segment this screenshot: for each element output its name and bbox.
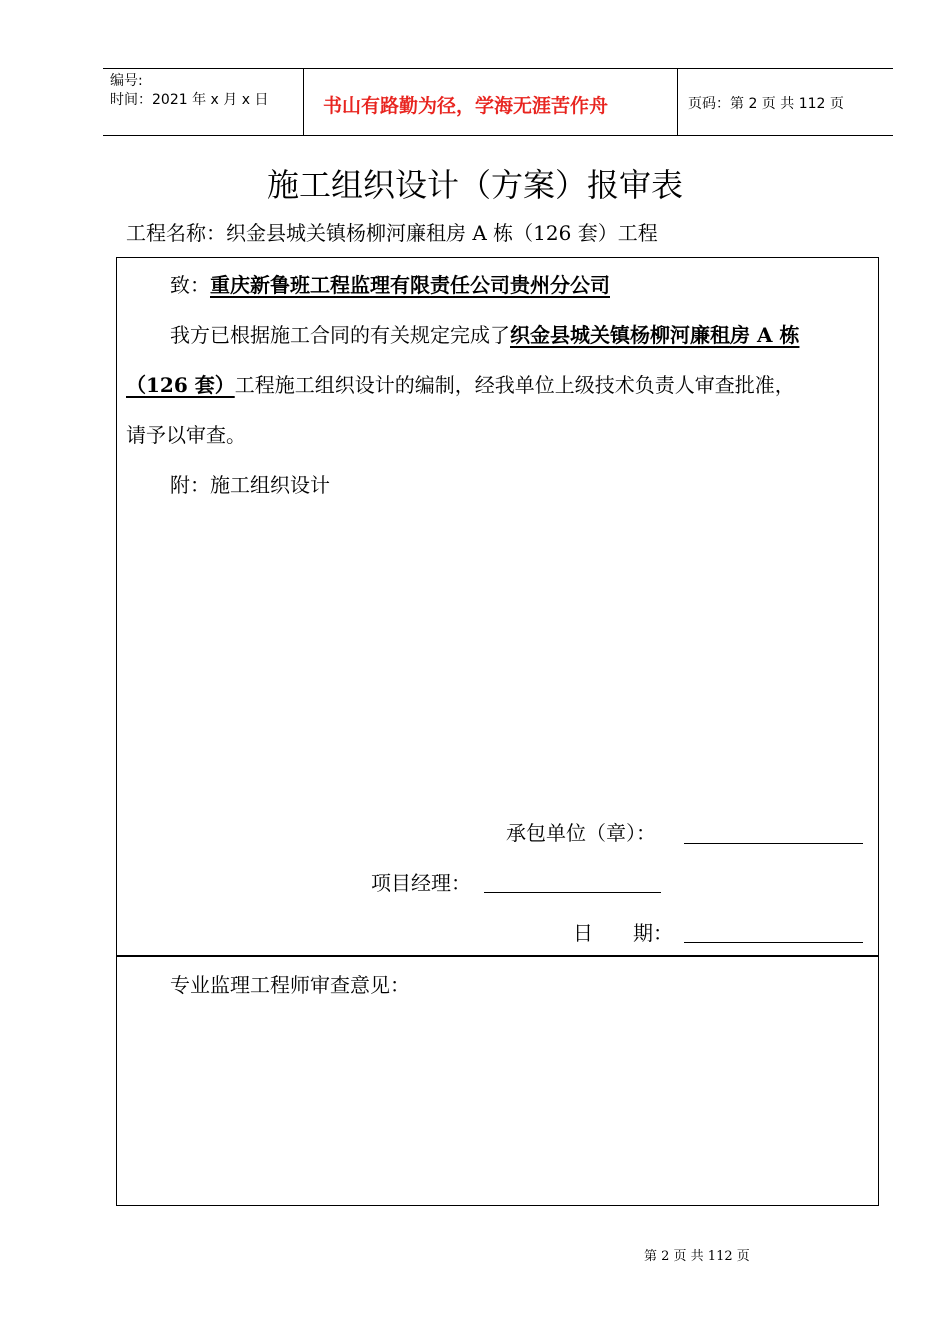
recipient-organization: 重庆新鲁班工程监理有限责任公司贵州分公司 <box>210 273 610 297</box>
project-name-line: 工程名称：织金县城关镇杨柳河廉租房 A 栋（126 套）工程 <box>126 221 658 245</box>
recipient-line <box>170 270 610 300</box>
header-divider-right <box>677 68 678 136</box>
project-manager-label: 项目经理： <box>371 871 471 895</box>
body-line-2-rest: 工程施工组织设计的编制，经我单位上级技术负责人审查批准， <box>234 373 795 397</box>
body-line-3: 请予以审查。 <box>126 423 246 447</box>
document-time-label: 时间：2021 年 x 月 x 日 <box>110 92 269 108</box>
body-line-1-prefix: 我方已根据施工合同的有关规定完成了 <box>170 323 510 347</box>
body-project-name: 织金县城关镇杨柳河廉租房 A 栋 <box>510 323 800 347</box>
header-page-info: 页码：第 2 页 共 112 页 <box>688 96 844 112</box>
attachment-line: 附：施工组织设计 <box>170 473 330 497</box>
body-project-units: （126 套） <box>126 373 235 397</box>
contractor-seal-label: 承包单位（章）： <box>506 821 656 845</box>
recipient-prefix: 致： <box>170 273 210 297</box>
body-line-1 <box>170 320 799 350</box>
supervisor-review-label: 专业监理工程师审查意见： <box>170 973 410 997</box>
contractor-seal-field[interactable] <box>684 843 863 844</box>
date-label: 日 期： <box>573 921 673 945</box>
header-bottom-rule <box>103 135 893 136</box>
page-title: 施工组织设计（方案）报审表 <box>266 166 683 204</box>
body-line-2 <box>126 370 795 400</box>
date-field[interactable] <box>684 942 863 943</box>
header-top-rule <box>103 68 893 69</box>
project-manager-field[interactable] <box>484 892 661 893</box>
form-section-divider <box>116 955 879 957</box>
header-motto: 书山有路勤为径，学海无涯苦作舟 <box>323 95 609 117</box>
document-number-label: 编号: <box>110 73 143 89</box>
header-divider-left <box>303 68 304 136</box>
footer-page-number: 第 2 页 共 112 页 <box>644 1249 750 1264</box>
